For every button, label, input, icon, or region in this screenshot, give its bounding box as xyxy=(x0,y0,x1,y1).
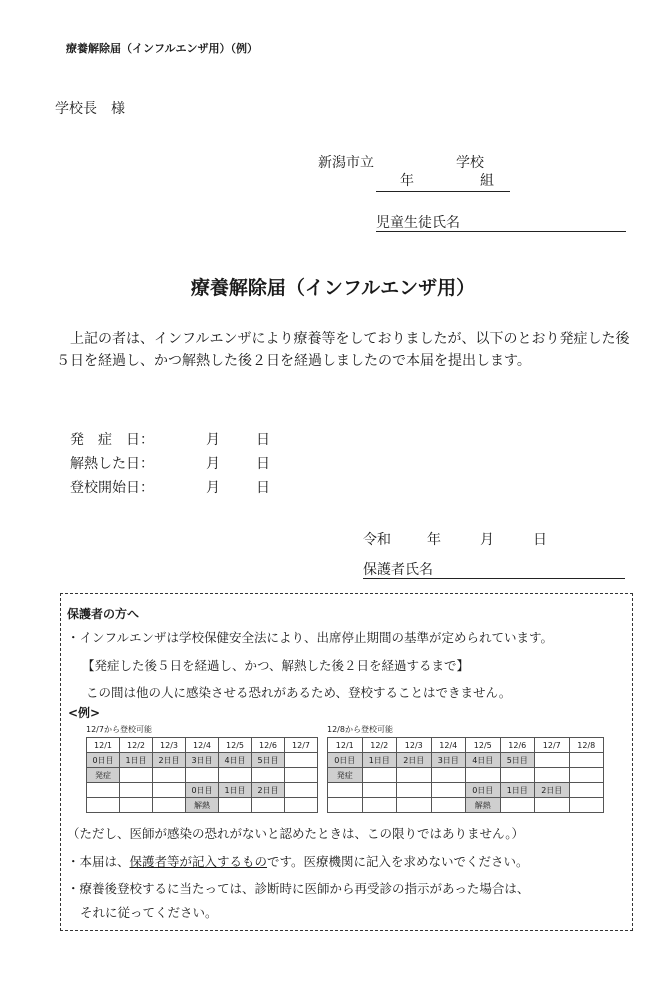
example-a-schedule-table xyxy=(86,737,318,813)
schedule-cell: 12/7 xyxy=(285,738,318,753)
submission-date-row[interactable] xyxy=(363,529,583,549)
example_b-date-row xyxy=(328,738,604,753)
notice-line-5: ・療養後登校するに当たっては、診断時に医師から再受診の指示があった場合は、 xyxy=(67,881,530,896)
schedule-cell: 12/4 xyxy=(431,738,466,753)
student-name-label: 児童生徒氏名 xyxy=(376,215,460,231)
example_b-fever-days-row xyxy=(328,783,604,798)
example_a-onset-days-row xyxy=(87,753,318,768)
notice-line-4 xyxy=(67,852,529,870)
schedule-cell: 12/3 xyxy=(153,738,186,753)
notice-line-1: ・インフルエンザは学校保健安全法により、出席停止期間の基準が定められています。 xyxy=(67,630,554,645)
schedule-cell xyxy=(535,768,570,783)
document-title: 療養解除届（インフルエンザ用） xyxy=(190,277,476,299)
schedule-cell: 12/2 xyxy=(120,738,153,753)
example-a-caption: 12/7から登校可能 xyxy=(86,725,152,734)
class-label: 組 xyxy=(480,173,494,189)
schedule-cell: 12/8 xyxy=(569,738,604,753)
schedule-cell: 2日目 xyxy=(397,753,432,768)
school-label: 学校 xyxy=(456,155,484,171)
school-city-label: 新潟市立 xyxy=(318,155,374,171)
schedule-cell: 0日目 xyxy=(328,753,363,768)
example_a-date-row xyxy=(87,738,318,753)
month-label: 月 xyxy=(480,532,494,548)
schedule-cell xyxy=(431,768,466,783)
example_b-onset-days-row xyxy=(328,753,604,768)
schedule-cell xyxy=(569,753,604,768)
schedule-cell: 0日目 xyxy=(87,753,120,768)
schedule-cell xyxy=(153,798,186,813)
fever-date-label: 解熱した日： xyxy=(70,456,154,472)
schedule-cell xyxy=(466,768,501,783)
schedule-cell xyxy=(535,753,570,768)
notice-line-3: この間は他の人に感染させる恐れがあるため、登校することはできません。 xyxy=(86,685,512,700)
schedule-cell: 0日目 xyxy=(466,783,501,798)
schedule-cell xyxy=(362,798,397,813)
schedule-cell: 1日目 xyxy=(120,753,153,768)
schedule-cell xyxy=(431,798,466,813)
guardian-name-label: 保護者氏名 xyxy=(363,562,433,578)
document-label: 療養解除届（インフルエンザ用）（例） xyxy=(66,42,259,55)
schedule-cell: 12/5 xyxy=(219,738,252,753)
schedule-cell: 3日目 xyxy=(431,753,466,768)
onset-month-label: 月 xyxy=(206,432,220,448)
schedule-cell xyxy=(285,783,318,798)
schedule-cell: 解熱 xyxy=(466,798,501,813)
schedule-cell xyxy=(569,768,604,783)
schedule-cell: 4日目 xyxy=(466,753,501,768)
notice-line-4-pre: ・本届は、 xyxy=(67,854,130,869)
example-b-schedule-table xyxy=(327,737,604,813)
schedule-cell: 12/2 xyxy=(362,738,397,753)
schedule-cell xyxy=(500,798,535,813)
schedule-cell xyxy=(328,783,363,798)
example-b-caption: 12/8から登校可能 xyxy=(327,725,393,734)
schedule-cell: 2日目 xyxy=(252,783,285,798)
schedule-cell: 2日目 xyxy=(153,753,186,768)
schedule-cell: 12/7 xyxy=(535,738,570,753)
schedule-cell: 12/1 xyxy=(328,738,363,753)
schedule-cell xyxy=(285,768,318,783)
schedule-cell xyxy=(186,768,219,783)
schedule-cell xyxy=(535,798,570,813)
schedule-cell xyxy=(569,783,604,798)
schedule-cell xyxy=(120,783,153,798)
schedule-cell: 5日目 xyxy=(252,753,285,768)
schedule-cell xyxy=(500,768,535,783)
example-label: <例> xyxy=(68,706,101,720)
fever-month-label: 月 xyxy=(206,456,220,472)
notice-line-4-emphasis: 保護者等が記入するもの xyxy=(129,854,268,869)
schedule-cell: 12/3 xyxy=(397,738,432,753)
schedule-cell xyxy=(362,783,397,798)
fever-day-label: 日 xyxy=(256,456,270,472)
schedule-cell xyxy=(120,798,153,813)
schedule-cell xyxy=(153,783,186,798)
era-label: 令和 xyxy=(363,532,391,548)
attendance-day-label: 日 xyxy=(256,480,270,496)
schedule-cell: 12/5 xyxy=(466,738,501,753)
schedule-cell: 4日目 xyxy=(219,753,252,768)
schedule-cell xyxy=(569,798,604,813)
schedule-cell: 発症 xyxy=(328,768,363,783)
schedule-cell: 1日目 xyxy=(500,783,535,798)
onset-day-label: 日 xyxy=(256,432,270,448)
notice-line-6: それに従ってください。 xyxy=(80,905,218,920)
schedule-cell: 1日目 xyxy=(362,753,397,768)
schedule-cell: 3日目 xyxy=(186,753,219,768)
body-paragraph: 上記の者は、インフルエンザにより療養等をしておりましたが、以下のとおり発症した後５日を経過し、かつ解熱した後２日を経過しましたので本届を提出します。 xyxy=(56,331,630,369)
schedule-cell: 12/1 xyxy=(87,738,120,753)
schedule-cell xyxy=(87,783,120,798)
notice-title: 保護者の方へ xyxy=(67,607,140,621)
onset-date-label: 発 症 日： xyxy=(70,432,154,448)
schedule-cell xyxy=(362,768,397,783)
schedule-cell: 解熱 xyxy=(186,798,219,813)
year-label: 年 xyxy=(427,532,441,548)
attendance-date-label: 登校開始日： xyxy=(70,480,154,496)
example_b-fever-mark-row xyxy=(328,798,604,813)
schedule-cell xyxy=(219,768,252,783)
example_a-onset-mark-row xyxy=(87,768,318,783)
example_b-onset-mark-row xyxy=(328,768,604,783)
schedule-cell xyxy=(252,768,285,783)
day-label: 日 xyxy=(533,532,547,548)
schedule-cell: 5日目 xyxy=(500,753,535,768)
grade-label: 年 xyxy=(400,173,414,189)
schedule-cell xyxy=(397,783,432,798)
example_a-fever-mark-row xyxy=(87,798,318,813)
notice-note: （ただし、医師が感染の恐れがないと認めたときは、この限りではありません。） xyxy=(67,826,525,841)
schedule-cell xyxy=(397,768,432,783)
schedule-cell xyxy=(219,798,252,813)
schedule-cell xyxy=(252,798,285,813)
schedule-cell: 0日目 xyxy=(186,783,219,798)
example_a-fever-days-row xyxy=(87,783,318,798)
schedule-cell xyxy=(431,783,466,798)
schedule-cell xyxy=(120,768,153,783)
attendance-month-label: 月 xyxy=(206,480,220,496)
notice-line-2: 【発症した後５日を経過し、かつ、解熱した後２日を経過するまで】 xyxy=(82,658,470,673)
schedule-cell xyxy=(87,798,120,813)
schedule-cell xyxy=(285,798,318,813)
schedule-cell xyxy=(153,768,186,783)
schedule-cell xyxy=(397,798,432,813)
schedule-cell xyxy=(285,753,318,768)
schedule-cell: 12/6 xyxy=(500,738,535,753)
schedule-cell: 2日目 xyxy=(535,783,570,798)
schedule-cell: 1日目 xyxy=(219,783,252,798)
notice-line-4-post: です。医療機関に記入を求めないでください。 xyxy=(267,854,529,869)
schedule-cell: 発症 xyxy=(87,768,120,783)
schedule-cell: 12/6 xyxy=(252,738,285,753)
addressee: 学校長 様 xyxy=(55,101,125,117)
schedule-cell: 12/4 xyxy=(186,738,219,753)
schedule-cell xyxy=(328,798,363,813)
